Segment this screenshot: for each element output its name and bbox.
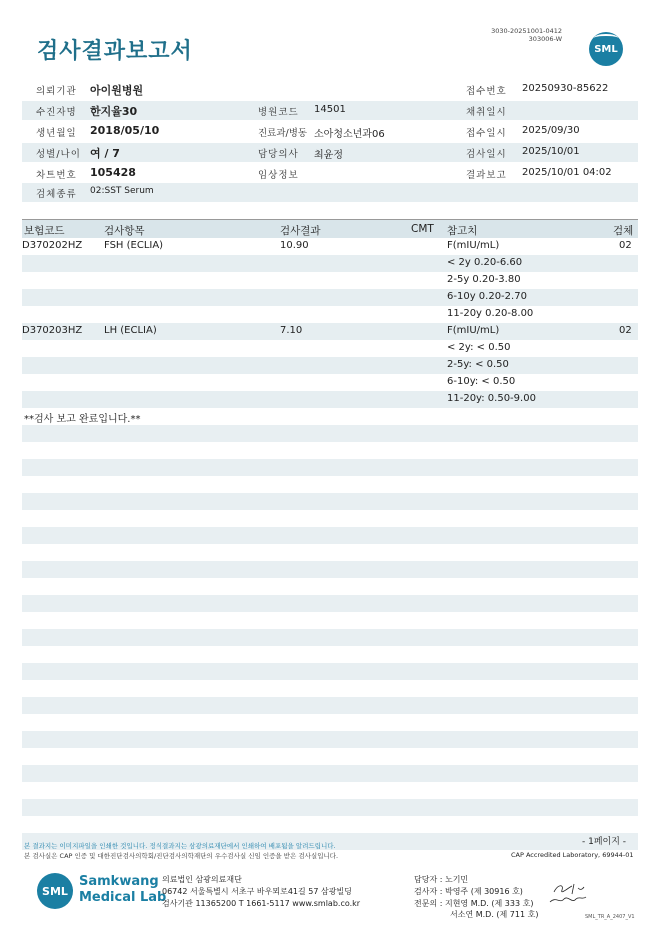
receipt-no-label: 접수번호 — [466, 86, 507, 97]
table-row — [22, 255, 638, 272]
page-number: - 1페이지 - — [582, 837, 627, 847]
empty-row — [22, 697, 638, 714]
tester-line: 검사자 : 박영주 (제 30916 호) — [414, 887, 523, 896]
receipt-date-value: 2025/09/30 — [522, 125, 580, 136]
org-name: 의료법인 삼광의료재단 — [162, 875, 242, 884]
clinical-label: 임상정보 — [258, 170, 299, 181]
row-ref: 6-10y: < 0.50 — [447, 376, 516, 387]
empty-row — [22, 799, 638, 816]
info-row-5 — [22, 164, 638, 183]
specimen-value: 02:SST Serum — [90, 186, 154, 196]
row-result: 7.10 — [280, 325, 303, 336]
sml-logo-icon: SML — [589, 32, 623, 66]
row-ref: 11-20y: 0.50-9.00 — [447, 393, 536, 404]
cap-accreditation: CAP Accredited Laboratory, 69944-01 — [511, 851, 634, 859]
row-ref: < 2y 0.20-6.60 — [447, 257, 523, 268]
row-code: D370202HZ — [22, 240, 83, 251]
patient-label: 수진자명 — [36, 107, 77, 118]
doctor-label: 담당의사 — [258, 149, 299, 160]
specimen-label: 검체종류 — [36, 189, 77, 200]
row-ref: 2-5y 0.20-3.80 — [447, 274, 521, 285]
row-ref: 6-10y 0.20-2.70 — [447, 291, 527, 302]
empty-row — [22, 459, 638, 476]
info-row-2 — [22, 101, 638, 120]
table-row — [22, 340, 638, 357]
header-ref: 참고치 — [447, 225, 478, 237]
results-table-header — [22, 219, 638, 238]
doc-id-secondary: 303006-W — [528, 35, 562, 43]
samkwang-logo-icon: SML — [37, 873, 73, 909]
row-code: D370203HZ — [22, 325, 83, 336]
row-ref: 2-5y: < 0.50 — [447, 359, 509, 370]
org-contact: 검사기관 11365200 T 1661-5117 www.smlab.co.kr — [162, 899, 361, 908]
hospital-value: 아이원병원 — [90, 84, 144, 97]
row-ref: F(mIU/mL) — [447, 325, 500, 336]
collect-date-label: 채취일시 — [466, 107, 507, 118]
specialist-line-2: 서소연 M.D. (제 711 호) — [450, 910, 539, 919]
table-row — [22, 289, 638, 306]
org-address: 06742 서울특별시 서초구 바우뫼로41길 57 삼광빌딩 — [162, 887, 352, 896]
report-title: 검사결과보고서 — [37, 39, 193, 64]
table-row — [22, 323, 638, 340]
print-notice: 본 결과지는 이미지파일을 인쇄한 것입니다. 정식결과지는 삼광의료재단에서 인쇄하여 배포됨을 알려드립니다. — [24, 842, 336, 850]
sex-age-label: 성별/나이 — [36, 149, 81, 160]
row-ref: 11-20y 0.20-8.00 — [447, 308, 534, 319]
info-row-4 — [22, 143, 638, 162]
table-row — [22, 391, 638, 408]
birth-label: 생년월일 — [36, 128, 77, 139]
receipt-date-label: 접수일시 — [466, 128, 507, 139]
empty-row — [22, 595, 638, 612]
specialist-line-1: 전문의 : 지현영 M.D. (제 333 호) — [414, 899, 534, 908]
header-code: 보험코드 — [24, 225, 65, 237]
test-date-value: 2025/10/01 — [522, 146, 580, 157]
row-item: LH (ECLIA) — [104, 325, 157, 336]
brand-name-line2: Medical Lab — [79, 890, 167, 905]
receipt-no-value: 20250930-85622 — [522, 83, 609, 94]
dept-value: 소아청소년과06 — [314, 129, 385, 140]
empty-row — [22, 493, 638, 510]
sex-age-value: 여 / 7 — [90, 147, 120, 160]
accreditation-notice: 본 검사실은 CAP 인증 및 대한진단검사의학회/진단검사의학재단의 우수검사실 신임 인증을 받은 검사실입니다. — [24, 852, 339, 860]
table-row — [22, 238, 638, 255]
table-row — [22, 374, 638, 391]
row-specimen: 02 — [619, 325, 632, 336]
table-row — [22, 357, 638, 374]
report-date-value: 2025/10/01 04:02 — [522, 167, 612, 178]
doctor-value: 최윤정 — [314, 150, 343, 161]
chart-no-label: 차트번호 — [36, 170, 77, 181]
row-ref: < 2y: < 0.50 — [447, 342, 511, 353]
info-row-3 — [22, 122, 638, 141]
row-specimen: 02 — [619, 240, 632, 251]
empty-row — [22, 731, 638, 748]
info-row-6 — [22, 183, 638, 202]
header-cmt: CMT — [411, 223, 434, 235]
doc-id-primary: 3030-20251001-0412 — [491, 27, 562, 35]
empty-row — [22, 765, 638, 782]
empty-row — [22, 527, 638, 544]
row-item: FSH (ECLIA) — [104, 240, 164, 251]
chart-no-value: 105428 — [90, 166, 136, 179]
row-result: 10.90 — [280, 240, 309, 251]
report-date-label: 결과보고 — [466, 170, 507, 181]
signature-image — [548, 878, 588, 908]
hospital-code-value: 14501 — [314, 104, 346, 115]
header-specimen: 검체 — [613, 225, 634, 237]
empty-row — [22, 561, 638, 578]
empty-row — [22, 629, 638, 646]
dept-label: 진료과/병동 — [258, 128, 308, 139]
patient-value: 한지율30 — [90, 105, 138, 118]
table-row — [22, 272, 638, 289]
form-id: SML_TR_A_2407_V1 — [585, 914, 635, 920]
row-ref: F(mIU/mL) — [447, 240, 500, 251]
hospital-label: 의뢰기관 — [36, 86, 77, 97]
header-result: 검사결과 — [280, 225, 321, 237]
table-row — [22, 306, 638, 323]
birth-value: 2018/05/10 — [90, 124, 160, 137]
header-item: 검사항목 — [104, 225, 145, 237]
report-complete-note: **검사 보고 완료입니다.** — [24, 414, 141, 425]
empty-row — [22, 425, 638, 442]
empty-row — [22, 663, 638, 680]
info-row-1 — [22, 80, 638, 99]
table-row — [22, 408, 638, 425]
manager-line: 담당자 : 노기민 — [414, 875, 469, 884]
hospital-code-label: 병원코드 — [258, 107, 299, 118]
test-date-label: 검사일시 — [466, 149, 507, 160]
brand-name-line1: Samkwang — [79, 874, 159, 889]
